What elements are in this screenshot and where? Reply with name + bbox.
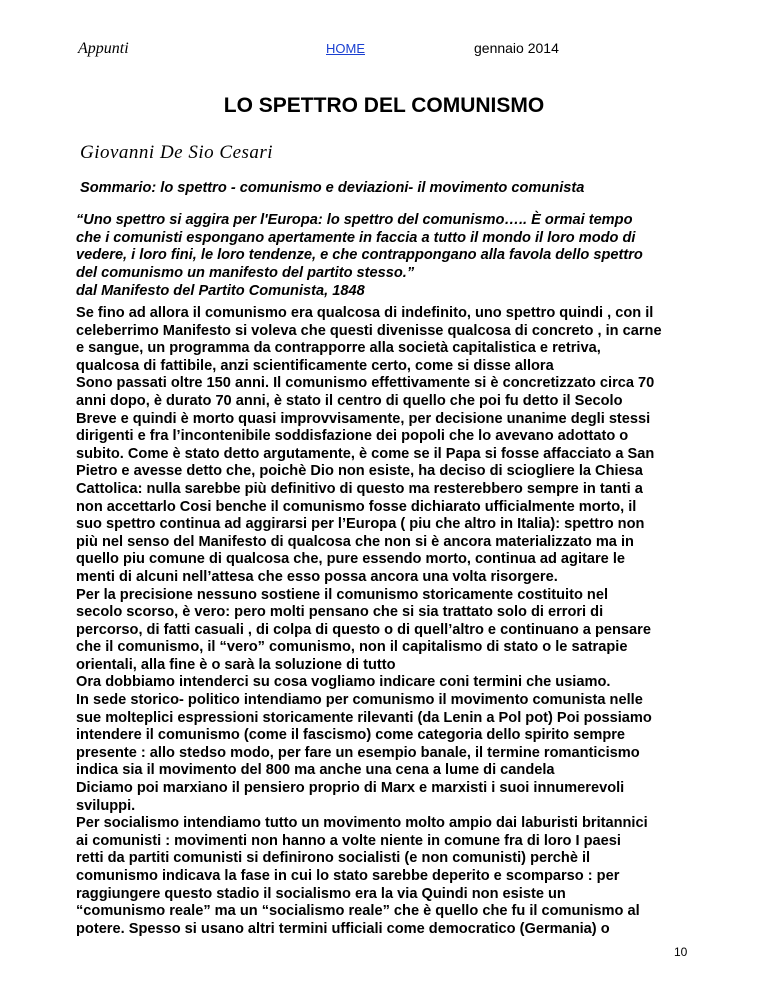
body-line: celeberrimo Manifesto si voleva che questi divenisse qualcosa di concreto , in carne [76,322,662,339]
body-line: quello piu comune di qualcosa che, pure essendo morto, continua ad agitare le [76,551,625,568]
body-line: Sono passati oltre 150 anni. Il comunismo effettivamente si è concretizzato circa 70 [76,375,655,392]
page-header [0,38,768,60]
body-line: indica sia il movimento del 800 ma anche una cena a lume di candela [76,762,555,779]
body-line: che il comunismo, il “vero” comunismo, non il capitalismo di stato o le satrapie [76,639,628,656]
body-line: potere. Spesso si usano altri termini ufficiali come democratico (Germania) o [76,920,610,937]
body-line: e sangue, un programma da contrapporre alla società capitalistica e retriva, [76,340,601,357]
header-section-title: Appunti [78,40,129,57]
document-title: LO SPETTRO DEL COMUNISMO [223,94,545,117]
body-line: non accettarlo Cosi benche il comunismo fosse dichiarato ufficialmente morto, il [76,498,637,515]
body-line: raggiungere questo stadio il socialismo era la via Quindi non esiste un [76,885,566,902]
body-line: secolo scorso, è vero: pero molti pensano che si sia trattato solo di errori di [76,604,604,621]
body-line: Per socialismo intendiamo tutto un movimento molto ampio dai laburisti britannici [76,815,648,832]
summary-line: Sommario: lo spettro - comunismo e deviazioni- il movimento comunista [80,180,585,196]
body-line: qualcosa di fattibile, anzi scientificamente certo, come si disse allora [76,357,554,374]
body-line: Breve e quindi è morto quasi improvvisamente, per decisione unanime degli stessi [76,410,651,427]
header-date: gennaio 2014 [474,40,559,56]
body-line: Per la precisione nessuno sostiene il comunismo storicamente costituito nel [76,586,609,603]
body-line: Ora dobbiamo intenderci su cosa vogliamo indicare coni termini che usiamo. [76,674,611,691]
body-line: sue molteplici espressioni storicamente rilevanti (da Lenin a Pol pot) Poi possiamo [76,709,652,726]
body-line: menti di alcuni nell’attesa che esso possa ancora una volta risorgere. [76,568,558,585]
quote-line: dal Manifesto del Partito Comunista, 1848 [76,282,365,299]
body-line: percorso, di fatti casuali , di colpa di questo o di quell’altro e continuano a pensare [76,621,651,638]
body-line: più nel senso del Manifesto di qualcosa che non si è ancora materializzato ma in [76,533,634,550]
home-link[interactable]: HOME [326,41,365,56]
body-line: ai comunisti : movimenti non hanno a volte niente in comune fra di loro I paesi [76,832,621,849]
author-name: Giovanni De Sio Cesari [80,142,274,163]
body-line: suo spettro continua ad aggirarsi per l’Europa ( piu che altro in Italia): spettro non [76,516,645,533]
body-line: Cattolica: nulla sarebbe più definitivo di questo ma resterebbero sempre in tanti a [76,480,643,497]
body-line: retti da partiti comunisti si definirono socialisti (e non comunisti) perchè il [76,850,591,867]
quote-line: che i comunisti espongano apertamente in faccia a tutto il mondo il loro modo di [76,229,636,246]
body-line: sviluppi. [76,797,136,814]
body-line: anni dopo, è durato 70 anni, è stato il centro di quello che poi fu detto il Secolo [76,392,623,409]
epigraph-quote [76,212,696,301]
body-line: Diciamo poi marxiano il pensiero proprio di Marx e marxisti i suoi innumerevoli [76,780,625,797]
body-line: Se fino ad allora il comunismo era qualcosa di indefinito, uno spettro quindi , con il [76,305,654,321]
page-number: 10 [674,945,688,959]
body-line: subito. Come è stato detto argutamente, è come se il Papa si fosse affacciato a San [76,445,655,462]
body-line: dirigenti e fra l’incontenibile soddisfazione dei popoli che lo avevano adottato o [76,428,629,445]
quote-line: “Uno spettro si aggira per l'Europa: lo spettro del comunismo….. È ormai tempo [76,212,633,228]
body-line: Pietro e avesse detto che, poichè Dio non esiste, ha deciso di sciogliere la Chiesa [76,463,643,480]
body-text [76,305,706,938]
body-line: presente : allo stedso modo, per fare un esempio banale, il termine romanticismo [76,744,640,761]
body-line: “comunismo reale” ma un “socialismo reale” che è quello che fu il comunismo al [76,903,640,920]
quote-line: del comunismo un manifesto del partito stesso.” [76,265,415,282]
body-line: orientali, alla fine è o sarà la soluzione di tutto [76,656,396,673]
body-line: In sede storico- politico intendiamo per comunismo il movimento comunista nelle [76,692,643,709]
body-line: comunismo indicava la fase in cui lo stato sarebbe deperito e scomparso : per [76,868,620,884]
quote-line: vedere, i loro fini, le loro tendenze, e che contrappongano alla favola dello spettro [76,247,643,264]
body-line: intendere il comunismo (come il fascismo) come categoria dello spirito sempre [76,727,626,744]
